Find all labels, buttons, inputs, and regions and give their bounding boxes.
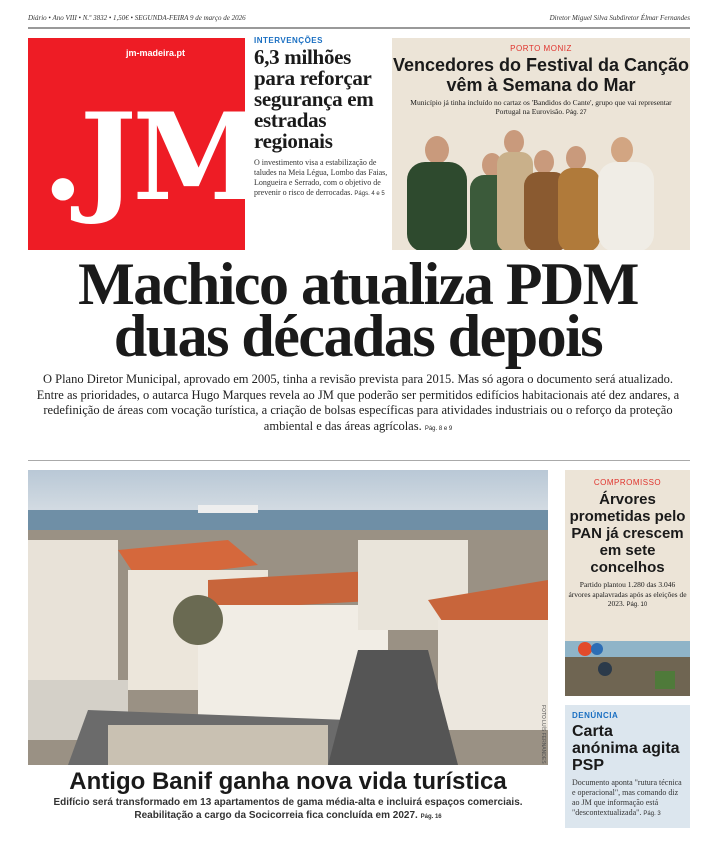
kicker: PORTO MONIZ xyxy=(510,44,572,53)
main-story xyxy=(20,251,696,437)
story-pan[interactable] xyxy=(565,470,690,696)
story-festival[interactable] xyxy=(392,38,690,250)
band-photo xyxy=(392,120,690,250)
story-body: Documento aponta "rutura técnica e operacional", mas comando diz ao JM que informação está "descontextualizada". Pág. 3 xyxy=(572,778,682,817)
banif-photo xyxy=(28,470,548,765)
story-body: Reabilitação a cargo da Socicorreia fica concluída em 2027. Pág. 16 xyxy=(134,810,442,821)
kicker: COMPROMISSO xyxy=(593,478,662,487)
page-ref: Págs. 4 e 5 xyxy=(354,191,385,197)
page-ref: Pág. 8 e 9 xyxy=(424,425,453,432)
story-body: Edifício será transformado em 13 apartamentos de gama média-alta e incluirá espaços comerciais. xyxy=(53,797,523,808)
jm-logo[interactable] xyxy=(28,38,262,250)
divider xyxy=(28,27,690,29)
planting-photo xyxy=(565,641,690,696)
photo-credit: FOTO LUÍS FERNANDES xyxy=(540,705,546,764)
story-body: Município já tinha incluído no cartaz os 'Bandidos do Cante', grupo que vai representar Portugal na Eurovisão. Pág. 27 xyxy=(410,98,672,116)
story-intervencoes[interactable] xyxy=(254,36,388,199)
masthead-line xyxy=(28,14,690,22)
story-title: Antigo Banif ganha nova vida turística xyxy=(69,768,507,795)
main-headline[interactable]: Machico atualiza PDM duas décadas depois xyxy=(78,251,638,369)
main-lead: O Plano Diretor Municipal, aprovado em 2005, tinha a revisão prevista para 2015. Mas só agora o documento será atualizado. Entre as prioridades, o autarca Hugo Marques revela ao JM que poderão ser permitidos edifícios habitacionais até dez andares, a redefinição de áreas com vocação turística, a criação de bolsas específicas para atividades industriais ou o reforço da proteção ambiental e das áreas agrícolas. Pág. 8 e 9 xyxy=(36,372,680,433)
divider xyxy=(28,460,690,461)
story-body: O investimento visa a estabilização de taludes na Meia Légua, Lombo das Faias, Longueira e Serrado, com o objetivo de prevenir o risco de derrocadas. Págs. 4 e 5 xyxy=(254,158,388,197)
story-title: Árvores prometidas pelo PAN já crescem em sete concelhos xyxy=(569,491,686,576)
logo-url: jm-madeira.pt xyxy=(125,48,185,58)
kicker: INTERVENÇÕES xyxy=(254,36,323,45)
story-title: Vencedores do Festival da Canção vêm à Semana do Mar xyxy=(392,55,690,95)
staff-info: Diretor Miguel Silva Subdiretor Élmar Fernandes xyxy=(549,14,690,22)
story-title: 6,3 milhões para reforçar segurança em estradas regionais xyxy=(254,45,374,153)
kicker: DENÚNCIA xyxy=(572,711,619,720)
issue-info: Diário • Ano VIII • N.º 3832 • 1,50€ • SEGUNDA-FEIRA 9 de março de 2026 xyxy=(28,14,246,22)
logo-text: .JM xyxy=(42,87,262,228)
story-body: Partido plantou 1.280 das 3.046 árvores apalavradas após as eleições de 2023. Pág. 10 xyxy=(568,580,687,608)
story-psp[interactable] xyxy=(565,705,690,828)
story-title: Carta anónima agita PSP xyxy=(572,723,680,774)
story-banif[interactable] xyxy=(18,768,558,824)
